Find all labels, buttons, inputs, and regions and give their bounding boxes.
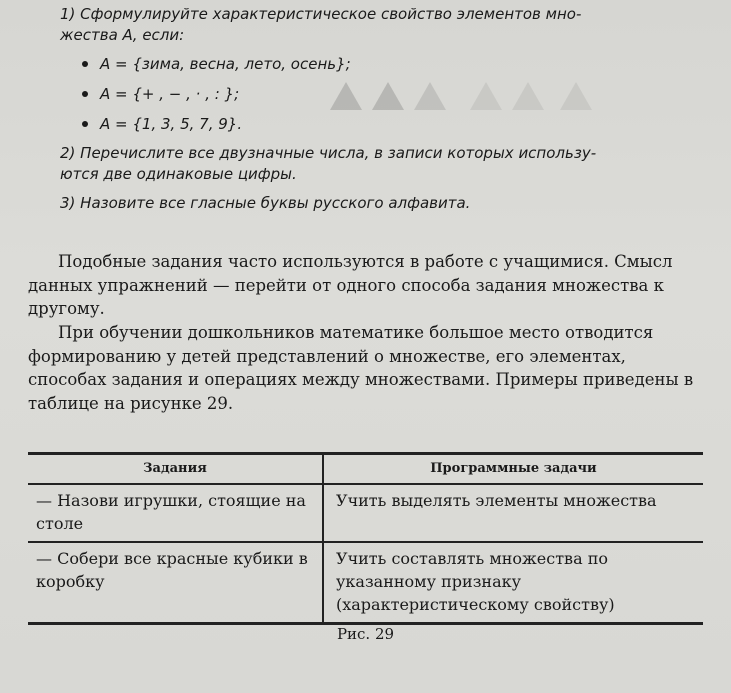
goal-cell: Учить выделять элементы множества [323, 484, 703, 542]
exercise-q3: 3) Назовите все гласные буквы русского алфавита. [60, 194, 471, 212]
exercise-q2-line2: ются две одинаковые цифры. [60, 165, 297, 183]
task-cell: — Собери все красные кубики в коробку [28, 542, 323, 622]
figure-caption: Рис. 29 [336, 625, 395, 643]
tasks-table [28, 452, 703, 625]
list-item [60, 79, 715, 109]
header-tasks: Задания [28, 455, 323, 484]
bullet-icon [82, 61, 88, 67]
table-row [28, 542, 703, 622]
header-program-goals: Программные задачи [323, 455, 703, 484]
bullet-icon [82, 121, 88, 127]
exercise-q1-line1: 1) Сформулируйте характеристическое свойство элементов мно- [60, 5, 582, 23]
exercise-q2-line1: 2) Перечислите все двузначные числа, в записи которых использу- [60, 144, 597, 162]
task-cell: — Назови игрушки, стоящие на столе [28, 484, 323, 542]
set-examples-list [60, 49, 715, 139]
list-item [60, 109, 715, 139]
paragraph-2: При обучении дошкольников математике большое место отводится формированию у детей представлений о множестве, его элементах, способах задания и операциях между множествами. Примеры приведены в таблице на рисунке 29. [28, 323, 694, 413]
exercise-q1-line2: жества А, если: [60, 26, 185, 44]
table-row [28, 484, 703, 542]
list-item [60, 49, 715, 79]
set-example: A = {+ , − , · , : }; [100, 85, 240, 103]
exercise-block [60, 4, 715, 214]
goal-cell: Учить составлять множества по указанному признаку (характеристическому свойству) [336, 549, 615, 614]
bullet-icon [82, 91, 88, 97]
set-example: A = {1, 3, 5, 7, 9}. [100, 115, 243, 133]
paragraph-1: Подобные задания часто используются в работе с учащимися. Смысл данных упражнений — перейти от одного способа задания множества к другому. [28, 252, 673, 318]
set-example: A = {зима, весна, лето, осень}; [100, 55, 351, 73]
